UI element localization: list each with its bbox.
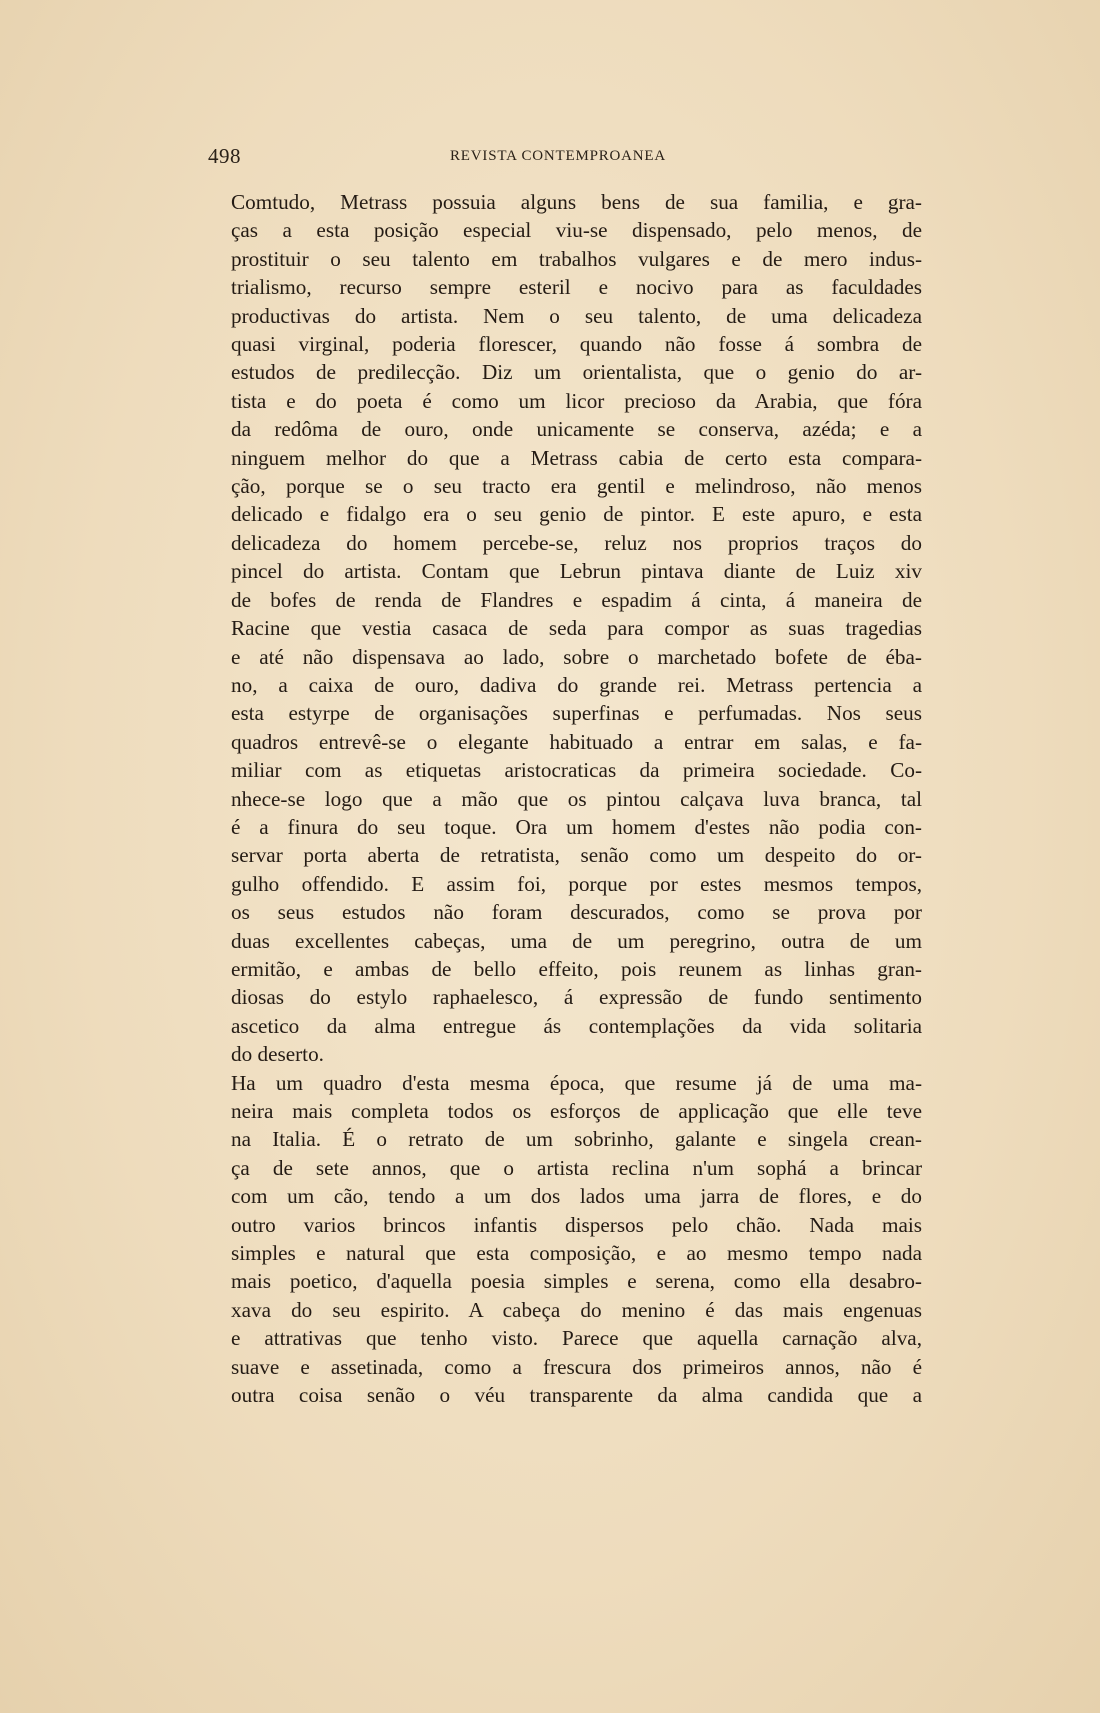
text-line: mais poetico, d'aquella poesia simples e serena, como ella desabro- xyxy=(231,1269,922,1294)
page-number: 498 xyxy=(208,144,241,168)
text-line: quadros entrevê-se o elegante habituado a entrar em salas, e fa- xyxy=(231,729,922,754)
text-line: miliar com as etiquetas aristocraticas da primeira sociedade. Co- xyxy=(231,758,922,783)
text-line: e até não dispensava ao lado, sobre o marchetado bofete de éba- xyxy=(231,644,922,669)
text-line: Comtudo, Metrass possuia alguns bens de sua familia, e gra- xyxy=(231,190,922,214)
text-line: outro varios brincos infantis dispersos pelo chão. Nada mais xyxy=(231,1212,922,1237)
text-line: xava do seu espirito. A cabeça do menino é das mais engenuas xyxy=(231,1297,922,1322)
text-line: productivas do artista. Nem o seu talento, de uma delicadeza xyxy=(231,303,922,328)
text-line: nhece-se logo que a mão que os pintou calçava luva branca, tal xyxy=(231,786,922,811)
text-line: diosas do estylo raphaelesco, á expressão de fundo sentimento xyxy=(231,985,922,1010)
text-line: servar porta aberta de retratista, senão como um despeito do or- xyxy=(231,843,922,868)
text-line: ça de sete annos, que o artista reclina n'um sophá a brincar xyxy=(231,1155,922,1180)
text-line: com um cão, tendo a um dos lados uma jarra de flores, e do xyxy=(231,1184,922,1209)
paragraph-2 xyxy=(205,1069,922,1410)
text-line: estudos de predilecção. Diz um orientalista, que o genio do ar- xyxy=(231,360,922,385)
paragraph-1 xyxy=(205,188,922,1069)
text-line: tista e do poeta é como um licor precioso da Arabia, que fóra xyxy=(231,388,922,413)
text-line: ninguem melhor do que a Metrass cabia de certo esta compara- xyxy=(231,445,922,470)
text-line: gulho offendido. E assim foi, porque por estes mesmos tempos, xyxy=(231,871,922,896)
text-line: Ha um quadro d'esta mesma época, que resume já de uma ma- xyxy=(231,1070,922,1095)
text-line: ascetico da alma entregue ás contemplações da vida solitaria xyxy=(231,1013,922,1038)
text-line: ermitão, e ambas de bello effeito, pois reunem as linhas gran- xyxy=(231,956,922,981)
text-line: pincel do artista. Contam que Lebrun pintava diante de Luiz xiv xyxy=(231,559,922,584)
text-line: de bofes de renda de Flandres e espadim á cinta, á maneira de xyxy=(231,587,922,612)
running-title: REVISTA CONTEMPROANEA xyxy=(450,148,667,164)
text-line: delicado e fidalgo era o seu genio de pintor. E este apuro, e esta xyxy=(231,502,922,527)
body-text xyxy=(205,188,922,1409)
text-line: da redôma de ouro, onde unicamente se conserva, azéda; e a xyxy=(231,417,922,442)
text-line: suave e assetinada, como a frescura dos primeiros annos, não é xyxy=(231,1354,922,1379)
text-line: outra coisa senão o véu transparente da alma candida que a xyxy=(231,1383,922,1408)
text-line: no, a caixa de ouro, dadiva do grande rei. Metrass pertencia a xyxy=(231,672,922,697)
text-line: na Italia. É o retrato de um sobrinho, galante e singela crean- xyxy=(231,1127,922,1152)
text-line: prostituir o seu talento em trabalhos vulgares e de mero indus- xyxy=(231,246,922,271)
text-line: os seus estudos não foram descurados, como se prova por xyxy=(231,900,922,925)
text-line: Racine que vestia casaca de seda para compor as suas tragedias xyxy=(231,616,922,641)
text-line: do deserto. xyxy=(231,1042,324,1067)
text-line: é a finura do seu toque. Ora um homem d'estes não podia con- xyxy=(231,814,922,839)
text-line: duas excellentes cabeças, uma de um peregrino, outra de um xyxy=(231,928,922,953)
text-line: simples e natural que esta composição, e ao mesmo tempo nada xyxy=(231,1241,922,1266)
text-line: e attrativas que tenho visto. Parece que aquella carnação alva, xyxy=(231,1326,922,1351)
text-line: trialismo, recurso sempre esteril e nocivo para as faculdades xyxy=(231,275,922,300)
text-line: esta estyrpe de organisações superfinas e perfumadas. Nos seus xyxy=(231,701,922,726)
text-line: delicadeza do homem percebe-se, reluz nos proprios traços do xyxy=(231,530,922,555)
text-line: ção, porque se o seu tracto era gentil e melindroso, não menos xyxy=(231,474,922,499)
page-header xyxy=(208,144,928,170)
text-line: neira mais completa todos os esforços de applicação que elle teve xyxy=(231,1099,922,1123)
text-line: ças a esta posição especial viu-se dispensado, pelo menos, de xyxy=(231,218,922,243)
text-line: quasi virginal, poderia florescer, quando não fosse á sombra de xyxy=(231,332,922,357)
